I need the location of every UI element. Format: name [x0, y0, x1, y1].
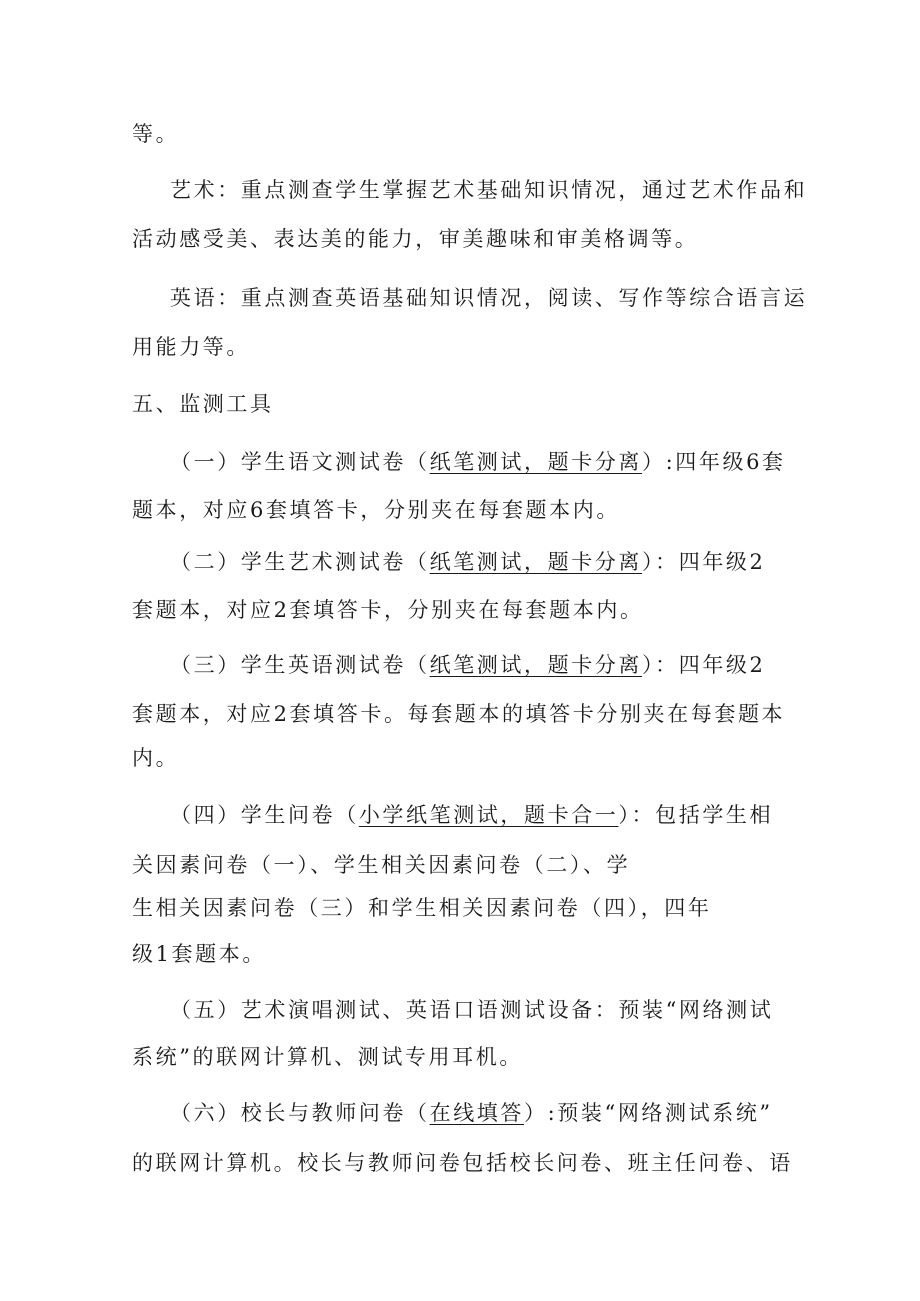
item4-line2: 关因素问卷（一）、学生相关因素问卷（二）、学	[132, 853, 631, 877]
section-heading: 五、监测工具	[132, 392, 274, 416]
item3-line1: （三）学生英语测试卷（纸笔测试，题卡分离）：四年级2	[170, 653, 766, 677]
para-english-line1: 英语：重点测查英语基础知识情况，阅读、写作等综合语言运	[170, 286, 808, 310]
item5-line2: 系统”的联网计算机、测试专用耳机。	[132, 1045, 523, 1069]
para-continuation: 等。	[132, 122, 180, 146]
item3-line3: 内。	[132, 746, 180, 770]
item3-line2: 套题本，对应2套填答卡。每套题本的填答卡分别夹在每套题本	[132, 702, 786, 726]
para-english-line2: 用能力等。	[132, 335, 250, 359]
item4-line3: 生相关因素问卷（三）和学生相关因素问卷（四），四年	[132, 896, 712, 920]
para-art-line2: 活动感受美、表达美的能力，审美趣味和审美格调等。	[132, 227, 699, 251]
item5-line1: （五）艺术演唱测试、英语口语测试设备：预装“网络测试	[170, 998, 774, 1022]
para-art-line1: 艺术：重点测查学生掌握艺术基础知识情况，通过艺术作品和	[170, 178, 808, 202]
item1-line2: 题本，对应6套填答卡，分别夹在每套题本内。	[132, 498, 620, 522]
item2-line1: （二）学生艺术测试卷（纸笔测试，题卡分离）：四年级2	[170, 550, 766, 574]
item6-line1: （六）校长与教师问卷（在线填答）:预装“网络测试系统”	[170, 1101, 773, 1125]
item4-line4: 级1套题本。	[132, 942, 266, 966]
item4-line1: （四）学生问卷（小学纸笔测试，题卡合一）：包括学生相	[170, 803, 774, 827]
item1-line1: （一）学生语文测试卷（纸笔测试，题卡分离）:四年级6套	[170, 450, 786, 474]
item2-line2: 套题本，对应2套填答卡，分别夹在每套题本内。	[132, 598, 644, 622]
item6-line2: 的联网计算机。校长与教师问卷包括校长问卷、班主任问卷、语	[132, 1151, 793, 1175]
